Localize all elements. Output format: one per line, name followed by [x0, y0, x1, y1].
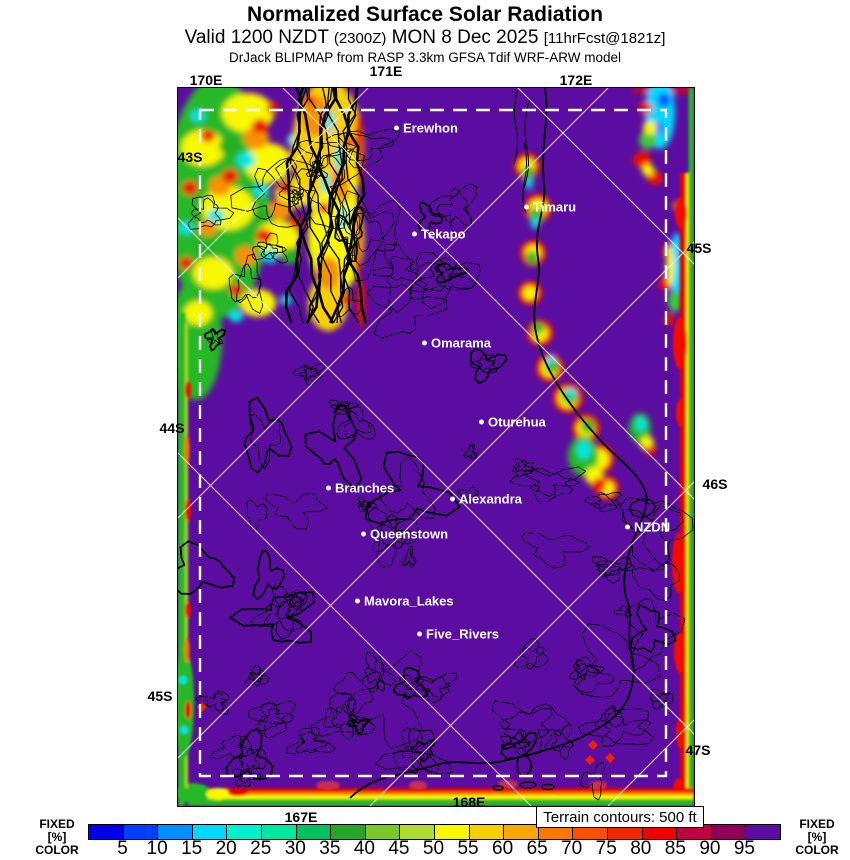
- colorbar-segment: [89, 825, 124, 839]
- colorbar-tick-60: 60: [492, 838, 514, 859]
- color-text: COLOR: [795, 843, 839, 857]
- fixed-text: FIXED: [799, 817, 835, 831]
- colorbar-tick-55: 55: [457, 838, 479, 859]
- colorbar-units-right: [786, 818, 848, 857]
- page-title: Normalized Surface Solar Radiation: [247, 3, 603, 26]
- city-marker-branches: [326, 481, 394, 496]
- axis-label-45s: 45S: [147, 688, 173, 704]
- terrain-contours-note: Terrain contours: 500 ft: [536, 806, 704, 828]
- city-label: Erewhon: [403, 120, 458, 136]
- city-marker-oturehua: [479, 415, 546, 430]
- colorbar-units-left: [26, 818, 88, 857]
- city-marker-omarama: [422, 336, 491, 351]
- colorbar-segment: [193, 825, 228, 839]
- colorbar-segment: [746, 825, 780, 839]
- city-label: Omarama: [431, 335, 491, 351]
- forecast-cycle: [11hrFcst@1821z]: [543, 30, 666, 47]
- colorbar-tick-85: 85: [664, 838, 686, 859]
- colorbar-tick-35: 35: [319, 838, 341, 859]
- colorbar-tick-30: 30: [284, 838, 306, 859]
- colorbar-segment: [124, 825, 159, 839]
- city-dot: [524, 205, 529, 210]
- colorbar-tick-70: 70: [561, 838, 583, 859]
- axis-label-46s: 46S: [702, 476, 728, 492]
- axis-label-167e: 167E: [284, 809, 318, 825]
- axis-label-47s: 47S: [685, 742, 711, 758]
- axis-label-168e: 168E: [452, 794, 486, 810]
- city-label: NZDN: [634, 519, 671, 535]
- colorbar-segment: [331, 825, 366, 839]
- axis-label-44s: 44S: [159, 420, 185, 436]
- axis-label-170e: 170E: [189, 72, 223, 88]
- city-label: Timaru: [533, 199, 577, 215]
- city-dot: [422, 341, 427, 346]
- city-dot: [625, 525, 630, 530]
- axis-label-171e: 171E: [369, 63, 403, 79]
- colorbar-tick-80: 80: [630, 838, 652, 859]
- city-dot: [355, 599, 360, 604]
- colorbar-tick-25: 25: [250, 838, 272, 859]
- colorbar-tick-45: 45: [388, 838, 410, 859]
- colorbar-segment: [297, 825, 332, 839]
- city-dot: [361, 532, 366, 537]
- city-markers-layer: [178, 88, 694, 806]
- colorbar-segment: [400, 825, 435, 839]
- colorbar-tick-75: 75: [595, 838, 617, 859]
- solar-radiation-map: [177, 87, 695, 807]
- valid-time-zulu: (2300Z): [333, 30, 387, 47]
- city-marker-queenstown: [361, 527, 448, 542]
- valid-time: Valid 1200 NZDT: [184, 27, 329, 48]
- colorbar-tick-15: 15: [181, 838, 203, 859]
- colorbar-segment: [366, 825, 401, 839]
- city-marker-timaru: [524, 200, 576, 215]
- city-dot: [479, 420, 484, 425]
- colorbar-tick-90: 90: [699, 838, 721, 859]
- colorbar-tick-10: 10: [146, 838, 168, 859]
- colorbar-tick-50: 50: [422, 838, 445, 859]
- model-description: DrJack BLIPMAP from RASP 3.3km GFSA Tdif WRF-ARW model: [228, 50, 622, 65]
- city-marker-tekapo: [412, 227, 466, 242]
- axis-label-45s: 45S: [686, 240, 712, 256]
- city-marker-erewhon: [394, 121, 458, 136]
- colorbar-segment: [158, 825, 193, 839]
- city-label: Queenstown: [370, 526, 449, 542]
- city-dot: [450, 497, 455, 502]
- colorbar-segment: [227, 825, 262, 839]
- colorbar-segment: [712, 825, 747, 839]
- city-marker-mavora_lakes: [355, 594, 454, 609]
- colorbar-tick-40: 40: [353, 838, 375, 859]
- units-text: [%]: [807, 830, 827, 844]
- city-label: Tekapo: [421, 226, 466, 242]
- city-label: Oturehua: [488, 414, 546, 430]
- fixed-text: FIXED: [39, 817, 75, 831]
- valid-date: MON 8 Dec 2025: [391, 27, 539, 48]
- city-label: Alexandra: [459, 491, 522, 507]
- city-dot: [326, 486, 331, 491]
- city-dot: [417, 632, 422, 637]
- city-marker-alexandra: [450, 492, 522, 507]
- valid-time-line: [0, 27, 850, 49]
- colorbar-segment: [470, 825, 505, 839]
- colorbar-tick-65: 65: [526, 838, 548, 859]
- city-marker-nzdn: [625, 520, 670, 535]
- colorbar-segment: [504, 825, 539, 839]
- city-dot: [394, 126, 399, 131]
- colorbar-tick-95: 95: [733, 838, 756, 859]
- city-label: Five_Rivers: [426, 626, 499, 642]
- colorbar-segment: [262, 825, 297, 839]
- city-label: Branches: [335, 480, 395, 496]
- city-dot: [412, 232, 417, 237]
- city-marker-five_rivers: [417, 627, 499, 642]
- color-text: COLOR: [35, 843, 79, 857]
- colorbar-segment: [435, 825, 470, 839]
- axis-label-172e: 172E: [559, 72, 593, 88]
- axis-label-43s: 43S: [177, 149, 203, 165]
- colorbar-tick-20: 20: [215, 838, 237, 859]
- city-label: Mavora_Lakes: [364, 593, 454, 609]
- colorbar-tick-5: 5: [117, 838, 128, 859]
- units-text: [%]: [47, 830, 67, 844]
